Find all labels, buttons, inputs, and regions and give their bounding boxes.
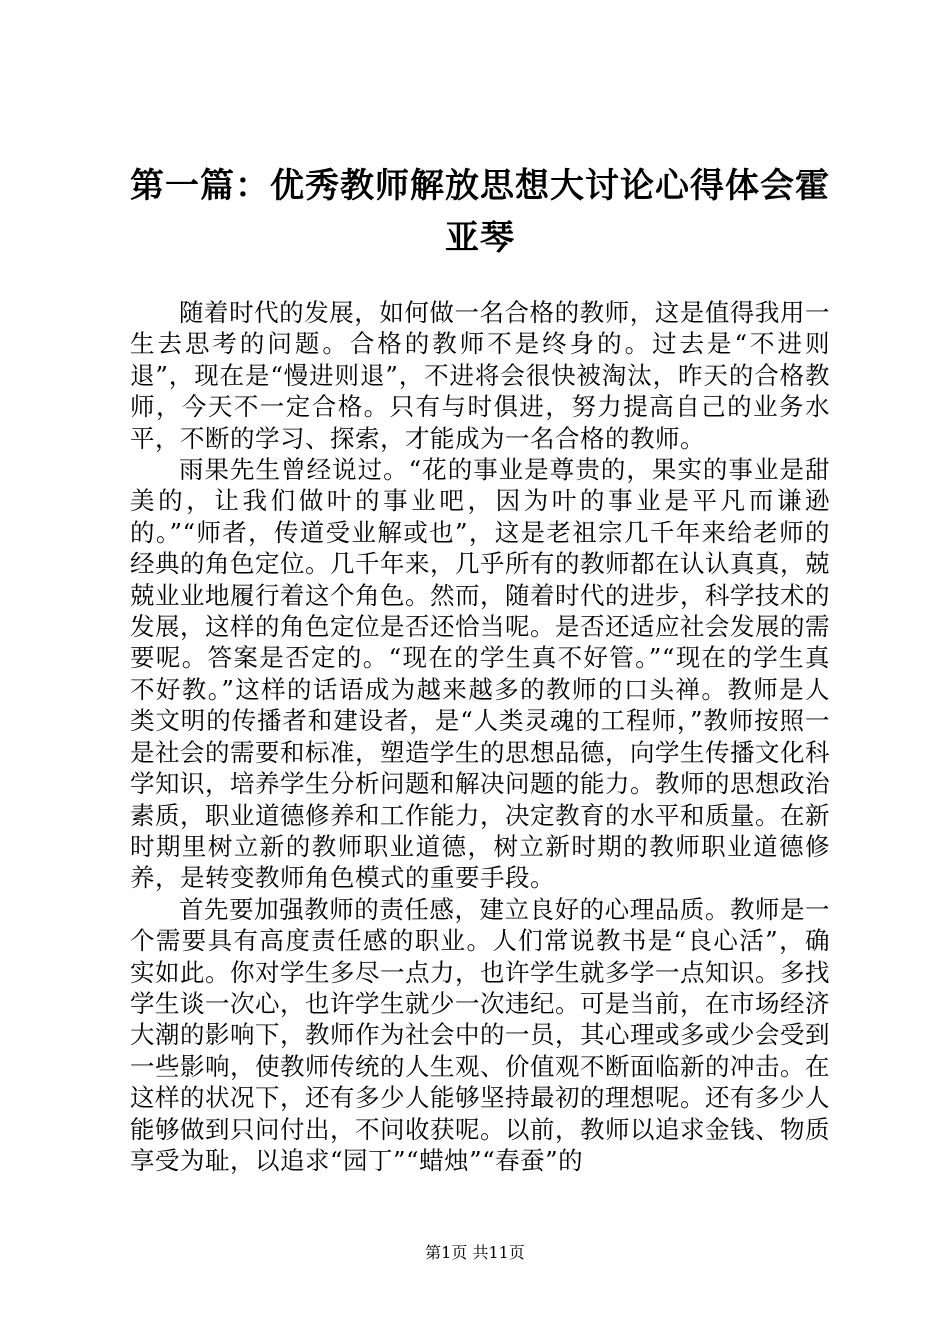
title-line-1: 第一篇：优秀教师解放思想大讨论心得体会霍 xyxy=(130,166,830,206)
document-title xyxy=(120,160,840,264)
paragraph-2: 雨果先生曾经说过。“花的事业是尊贵的，果实的事业是甜美的，让我们做叶的事业吧，因为叶的事业是平凡而谦逊的。”“师者，传道受业解或也”，这是老祖宗几千年来给老师的经典的角色定位。几千年来，几乎所有的教师都在认认真真，兢兢业业地履行着这个角色。然而，随着时代的进步，科学技术的发展，这样的角色定位是否还恰当呢。是否还适应社会发展的需要呢。答案是否定的。“现在的学生真不好管。”“现在的学生真不好教。”这样的话语成为越来越多的教师的口头禅。教师是人类文明的传播者和建设者，是“人类灵魂的工程师，”教师按照一是社会的需要和标准，塑造学生的思想品德，向学生传播文化科学知识，培养学生分析问题和解决问题的能力。教师的思想政治素质，职业道德修养和工作能力，决定教育的水平和质量。在新时期里树立新的教师职业道德，树立新时期的教师职业道德修养，是转变教师角色模式的重要手段。 xyxy=(130,455,830,893)
paragraph-1: 随着时代的发展，如何做一名合格的教师，这是值得我用一生去思考的问题。合格的教师不是终身的。过去是“不进则退”，现在是“慢进则退”，不进将会很快被淘汰，昨天的合格教师，今天不一定合格。只有与时俱进，努力提高自己的业务水平，不断的学习、探索，才能成为一名合格的教师。 xyxy=(130,298,830,453)
paragraph-3: 首先要加强教师的责任感，建立良好的心理品质。教师是一个需要具有高度责任感的职业。人们常说教书是“良心活”，确实如此。你对学生多尽一点力，也许学生就多学一点知识。多找学生谈一次心，也许学生就少一次违纪。可是当前，在市场经济大潮的影响下，教师作为社会中的一员，其心理或多或少会受到一些影响，使教师传统的人生观、价值观不断面临新的冲击。在这样的状况下，还有多少人能够坚持最初的理想呢。还有多少人能够做到只问付出，不问收获呢。以前，教师以追求金钱、物质享受为耻，以追求“园丁”“蜡烛”“春蚕”的 xyxy=(130,894,830,1175)
document-body xyxy=(130,297,830,1176)
page-footer: 第1页 共11页 xyxy=(425,1243,525,1262)
title-line-2: 亚琴 xyxy=(445,218,515,258)
